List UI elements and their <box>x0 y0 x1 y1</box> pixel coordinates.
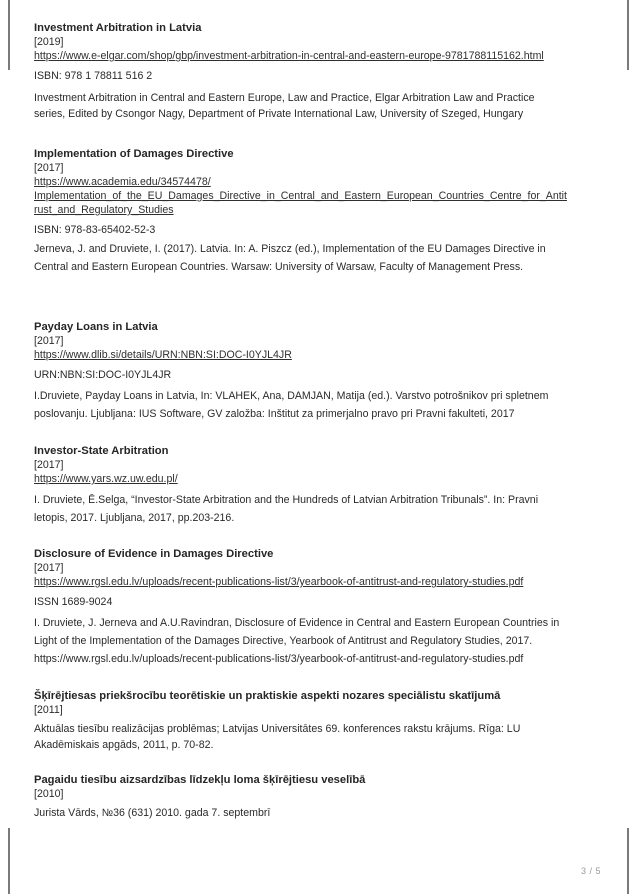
publication-issn: ISSN 1689-9024 <box>34 596 113 608</box>
publication-entry <box>34 444 606 527</box>
publication-link[interactable]: https://www.e-elgar.com/shop/gbp/investment-arbitration-in-central-and-eastern-europe-9781788115162.html <box>34 50 544 62</box>
publication-title: Investor-State Arbitration <box>34 445 169 457</box>
publication-title: Pagaidu tiesību aizsardzības līdzekļu loma šķīrējtiesu veselībā <box>34 774 366 786</box>
publication-entry <box>34 147 606 276</box>
publication-link[interactable]: https://www.academia.edu/34574478/ <box>34 176 211 188</box>
page-number: 3 / 5 <box>580 866 601 876</box>
publication-title: Šķīrējtiesas priekšrocību teorētiskie un praktiskie aspekti nozares speciālistu skatījumā <box>34 690 501 702</box>
left-edge-line-bottom <box>8 828 10 894</box>
publication-description: Jurista Vārds, №36 (631) 2010. gada 7. septembrī <box>34 807 271 819</box>
right-edge-line-top <box>627 0 629 70</box>
publication-link[interactable]: https://www.yars.wz.uw.edu.pl/ <box>34 473 178 485</box>
publication-entry <box>34 547 606 668</box>
publication-year: [2019] <box>34 36 64 48</box>
publication-title: Disclosure of Evidence in Damages Directive <box>34 548 274 560</box>
publication-year: [2017] <box>34 335 64 347</box>
publication-title: Payday Loans in Latvia <box>34 321 158 333</box>
publication-link-continued[interactable]: Implementation_of_the_EU_Damages_Directive_in_Central_and_Eastern_European_Countries_Centre_for_Antit <box>34 190 567 202</box>
publication-isbn: ISBN: 978-83-65402-52-3 <box>34 224 156 236</box>
publication-entry <box>34 320 606 423</box>
publication-urn: URN:NBN:SI:DOC-I0YJL4JR <box>34 369 172 381</box>
left-edge-line-top <box>8 0 10 70</box>
publication-title: Implementation of Damages Directive <box>34 148 234 160</box>
publication-description: Jerneva, J. and Druviete, I. (2017). Latvia. In: A. Piszcz (ed.), Implementation of the EU Damages Directive in Central and Eastern European Countries. Warsaw: University of Warsaw, Faculty of Management Press. <box>34 243 546 273</box>
right-edge-line-bottom <box>627 828 629 894</box>
publication-year: [2017] <box>34 562 64 574</box>
publication-description: I. Druviete, J. Jerneva and A.U.Ravindran, Disclosure of Evidence in Central and Eastern European Countries in Light of the Implementation of the Damages Directive, Yearbook of Antitrust and Regulatory Studies, 2017. https://www.rgsl.edu.lv/uploads/recent-publications-list/3/yearbook-of-antitrust-and-regulatory-studies.pdf <box>34 617 560 665</box>
publication-link-continued[interactable]: rust_and_Regulatory_Studies <box>34 204 174 216</box>
publication-title: Investment Arbitration in Latvia <box>34 22 202 34</box>
publication-description: Aktuālas tiesību realizācijas problēmas; Latvijas Universitātes 69. konferences rakstu krājums. Rīga: LU Akadēmiskais apgāds, 2011, p. 70-82. <box>34 723 521 751</box>
publication-year: [2010] <box>34 788 64 800</box>
publication-entry <box>34 21 606 122</box>
publication-description: I. Druviete, Ē.Selga, “Investor-State Arbitration and the Hundreds of Latvian Arbitration Tribunals”. In: Pravni letopis, 2017. Ljubljana, 2017, pp.203-216. <box>34 494 539 524</box>
publication-entry <box>34 773 606 821</box>
publication-isbn: ISBN: 978 1 78811 516 2 <box>34 70 153 82</box>
publication-link[interactable]: https://www.rgsl.edu.lv/uploads/recent-publications-list/3/yearbook-of-antitrust-and-regulatory-studies.pdf <box>34 576 524 588</box>
publication-description: I.Druviete, Payday Loans in Latvia, In: VLAHEK, Ana, DAMJAN, Matija (ed.). Varstvo potrošnikov pri spletnem poslovanju. Ljubljana: IUS Software, GV založba: Inštitut za primerjalno pravo pri Pravni fakulteti, 2017 <box>34 390 549 420</box>
publication-year: [2017] <box>34 459 64 471</box>
publication-link[interactable]: https://www.dlib.si/details/URN:NBN:SI:DOC-I0YJL4JR <box>34 349 292 361</box>
publication-year: [2011] <box>34 704 63 716</box>
publication-year: [2017] <box>34 162 64 174</box>
publication-entry <box>34 689 606 753</box>
publication-description: Investment Arbitration in Central and Eastern Europe, Law and Practice, Elgar Arbitration Law and Practice series, Edited by Csongor Nagy, Department of Private International Law, University of Szeged, Hungary <box>34 92 535 120</box>
